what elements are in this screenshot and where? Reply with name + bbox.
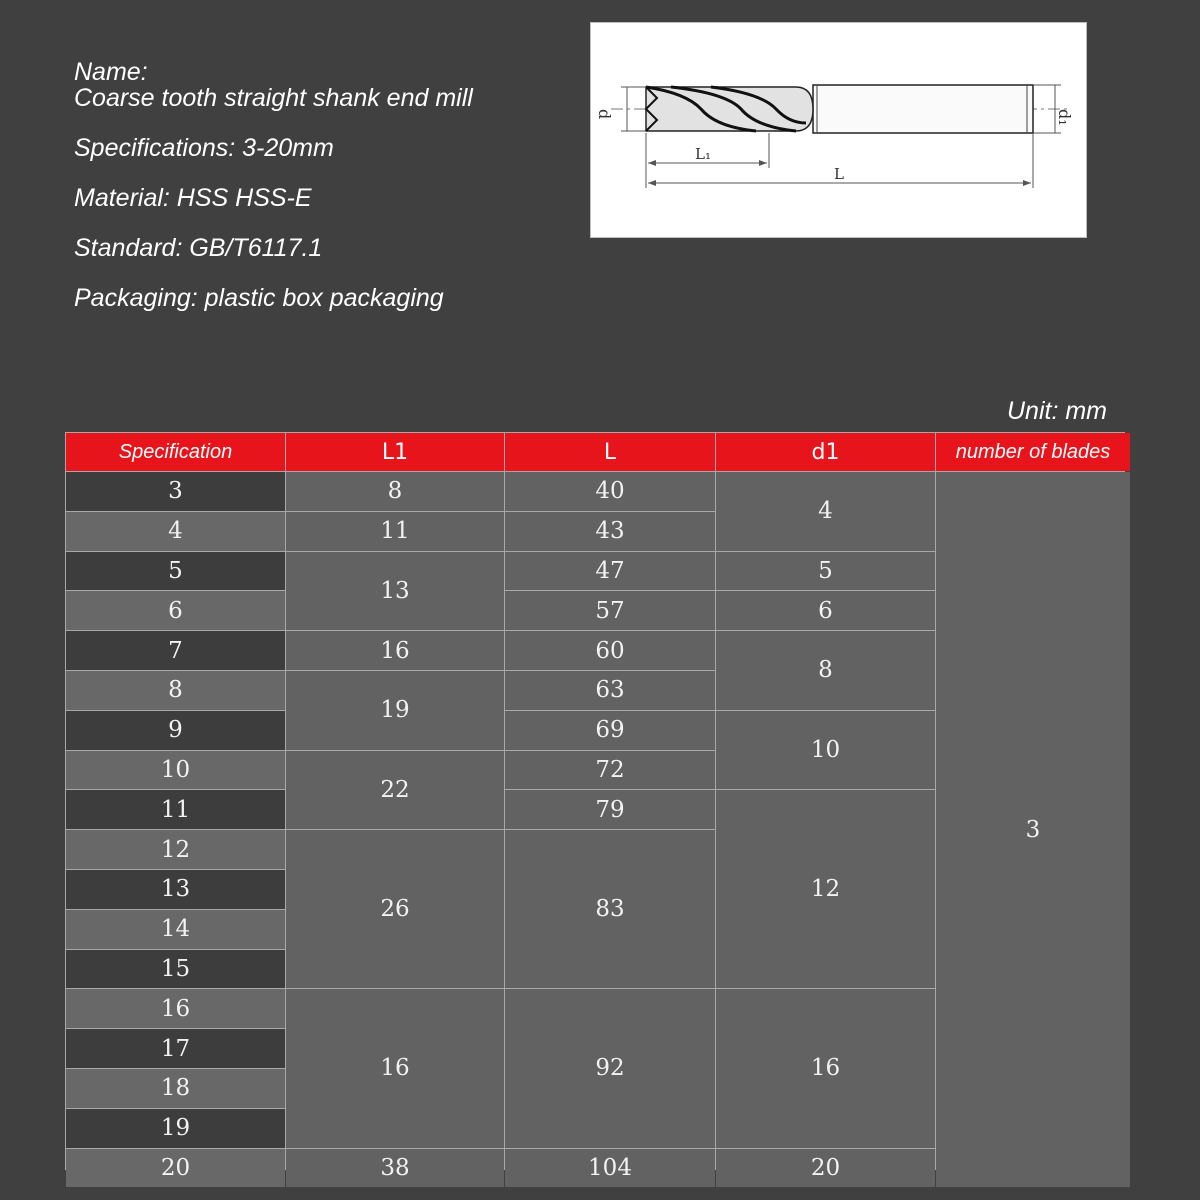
spec-cell: 16 xyxy=(66,989,285,1028)
spec-cell: 3 xyxy=(66,472,285,511)
l1-cell: 38 xyxy=(286,1149,504,1188)
l1-cell: 22 xyxy=(286,751,504,830)
blades-cell: 3 xyxy=(936,472,1130,1187)
l-cell: 104 xyxy=(505,1149,715,1188)
l-cell: 60 xyxy=(505,631,715,670)
l-cell: 79 xyxy=(505,790,715,829)
l-cell: 72 xyxy=(505,751,715,790)
spec-cell: 4 xyxy=(66,512,285,551)
d1-cell: 20 xyxy=(716,1149,935,1188)
specifications-text: Specifications: 3-20mm xyxy=(74,134,334,162)
l-cell: 83 xyxy=(505,830,715,988)
spec-cell: 6 xyxy=(66,591,285,630)
l-cell: 47 xyxy=(505,552,715,591)
d1-cell: 6 xyxy=(716,591,935,630)
d1-cell: 10 xyxy=(716,711,935,790)
spec-cell: 12 xyxy=(66,830,285,869)
name-value: Coarse tooth straight shank end mill xyxy=(74,84,473,112)
end-mill-drawing xyxy=(591,23,1086,237)
l1-cell: 8 xyxy=(286,472,504,511)
spec-cell: 19 xyxy=(66,1109,285,1148)
unit-label: Unit: mm xyxy=(1007,397,1107,425)
spec-cell: 13 xyxy=(66,870,285,909)
label-L: L xyxy=(834,165,844,183)
name-label: Name: xyxy=(74,58,148,86)
spec-cell: 10 xyxy=(66,751,285,790)
l1-cell: 11 xyxy=(286,512,504,551)
d1-cell: 4 xyxy=(716,472,935,551)
spec-cell: 20 xyxy=(66,1149,285,1188)
l-cell: 57 xyxy=(505,591,715,630)
d1-cell: 16 xyxy=(716,989,935,1147)
specification-table xyxy=(65,432,1125,1181)
spec-cell: 5 xyxy=(66,552,285,591)
l1-cell: 26 xyxy=(286,830,504,988)
spec-cell: 8 xyxy=(66,671,285,710)
header-l1: L1 xyxy=(286,433,504,471)
l1-cell: 16 xyxy=(286,989,504,1147)
l-cell: 43 xyxy=(505,512,715,551)
l1-cell: 16 xyxy=(286,631,504,670)
d1-cell: 5 xyxy=(716,552,935,591)
l-cell: 63 xyxy=(505,671,715,710)
spec-cell: 18 xyxy=(66,1069,285,1108)
spec-cell: 7 xyxy=(66,631,285,670)
end-mill-diagram xyxy=(590,22,1087,238)
spec-cell: 15 xyxy=(66,950,285,989)
header-d1: d1 xyxy=(716,433,935,471)
d1-cell: 12 xyxy=(716,790,935,988)
spec-cell: 11 xyxy=(66,790,285,829)
label-d: d xyxy=(595,109,614,120)
standard-text: Standard: GB/T6117.1 xyxy=(74,234,323,262)
l1-cell: 19 xyxy=(286,671,504,750)
d1-cell: 8 xyxy=(716,631,935,710)
spec-cell: 14 xyxy=(66,910,285,949)
l1-cell: 13 xyxy=(286,552,504,631)
spec-cell: 17 xyxy=(66,1029,285,1068)
material-text: Material: HSS HSS-E xyxy=(74,184,312,212)
label-d1: d₁ xyxy=(1055,109,1074,126)
packaging-text: Packaging: plastic box packaging xyxy=(74,284,444,312)
header-number-of-blades: number of blades xyxy=(936,433,1130,471)
l-cell: 92 xyxy=(505,989,715,1147)
l-cell: 40 xyxy=(505,472,715,511)
header-specification: Specification xyxy=(66,433,285,471)
header-l: L xyxy=(505,433,715,471)
l-cell: 69 xyxy=(505,711,715,750)
spec-cell: 9 xyxy=(66,711,285,750)
label-L1: L₁ xyxy=(695,145,711,163)
